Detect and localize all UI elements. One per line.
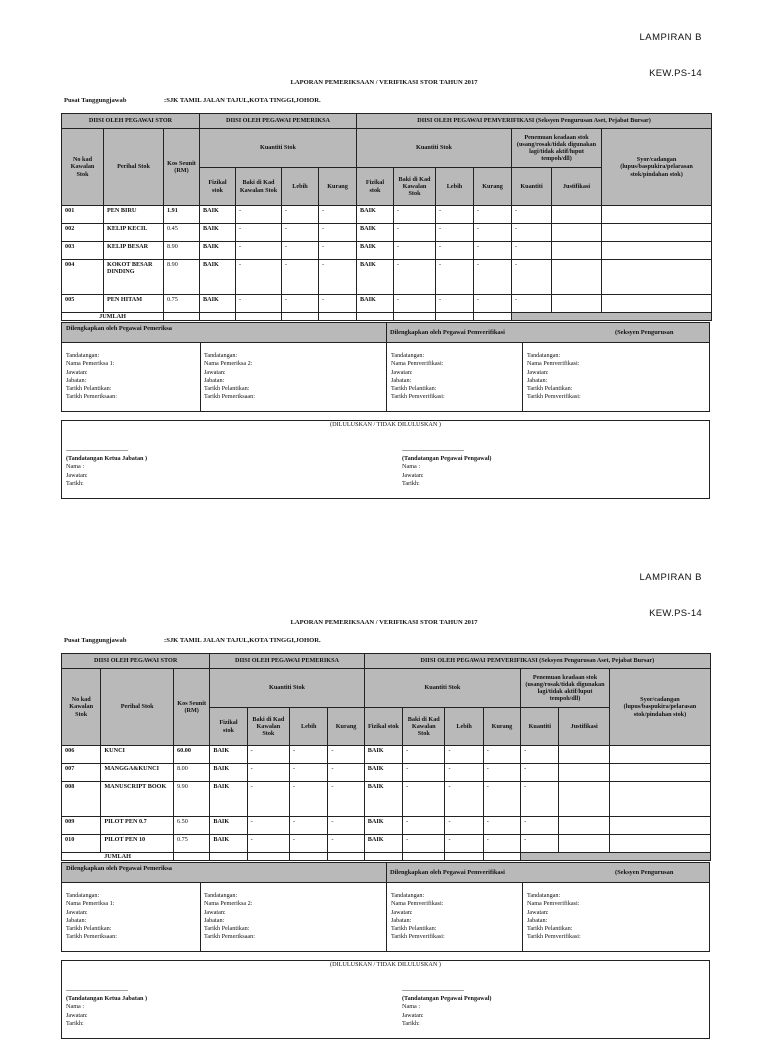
seksyen-heading: (Seksyen Pengurusan [615, 869, 674, 876]
stock-table [61, 653, 711, 861]
stock-table [61, 113, 712, 321]
cell-perihal: MANGGA&KUNCI [101, 764, 174, 782]
cell-no: 005 [62, 295, 104, 313]
cell-justifikasi [559, 746, 609, 764]
jumlah-kos [164, 313, 200, 321]
table-row [62, 224, 712, 242]
header-baki-2: Baki di Kad Kawalan Stok [403, 708, 445, 746]
cell-justifikasi [559, 782, 609, 817]
form-code: KEW.PS-14 [649, 608, 702, 619]
cell-lebih: - [290, 817, 328, 835]
header-lebih-2: Lebih [436, 168, 474, 206]
cell-syor [609, 764, 710, 782]
cell-fizikal: BAIK [210, 782, 247, 817]
cell-kuantiti: - [521, 764, 559, 782]
header-diisi-stor: DIISI OLEH PEGAWAI STOR [62, 114, 200, 129]
header-syor: Syor/cadangan (lupus/baspukira/pelarasan stok/pindahan stok) [609, 669, 710, 746]
cell-justifikasi [559, 817, 609, 835]
cell-kurang-2: - [474, 224, 512, 242]
cell-syor [602, 224, 712, 242]
cell-baki: - [236, 224, 282, 242]
cell-fizikal: BAIK [210, 746, 247, 764]
header-lebih: Lebih [282, 168, 319, 206]
cell-no: 001 [62, 206, 104, 224]
cell-kos: 9.90 [174, 782, 210, 817]
cell-lebih-2: - [436, 206, 474, 224]
cell-kurang-2: - [474, 206, 512, 224]
cell-kuantiti: - [512, 224, 552, 242]
cell-justifikasi [552, 295, 602, 313]
cell-fizikal-2: BAIK [364, 817, 402, 835]
cell-kuantiti: - [521, 817, 559, 835]
cell-no: 008 [62, 782, 101, 817]
header-kurang: Kurang [319, 168, 357, 206]
cell-lebih-2: - [436, 242, 474, 260]
cell-lebih-2: - [445, 835, 483, 853]
pemeriksa-1-block: Tandatangan: Nama Pemeriksa 1: Jawatan: Jabatan: Tarikh Pelantikan: Tarikh Pemeriksaan: [66, 892, 117, 941]
pengawal-signature-line: .............................................................. [402, 447, 464, 453]
cell-baki-2: - [394, 224, 436, 242]
cell-kuantiti: - [512, 242, 552, 260]
cell-no: 010 [62, 835, 101, 853]
header-diisi-pemeriksa: DIISI OLEH PEGAWAI PEMERIKSA [200, 114, 357, 129]
cell-lebih: - [282, 242, 319, 260]
cell-baki-2: - [394, 206, 436, 224]
header-kuantiti: Kuantiti [521, 708, 559, 746]
header-kuantiti-stok: Kuantiti Stok [210, 669, 364, 708]
cell-baki: - [236, 295, 282, 313]
cell-syor [602, 206, 712, 224]
header-kuantiti-stok-2: Kuantiti Stok [364, 669, 520, 708]
cell-justifikasi [559, 835, 609, 853]
cell-kurang: - [328, 746, 364, 764]
header-fizikal-2: Fizikal stok [357, 168, 394, 206]
cell-kurang: - [328, 782, 364, 817]
header-kuantiti-stok: Kuantiti Stok [200, 129, 357, 168]
cell-perihal: PILOT PEN 0.7 [101, 817, 174, 835]
cell-fizikal: BAIK [200, 206, 236, 224]
cell-baki-2: - [403, 764, 445, 782]
cell-no: 007 [62, 764, 101, 782]
pemverifikasi-1-block: Tandatangan: Nama Pemverifikasi: Jawatan: Jabatan: Tarikh Pelantikan: Tarikh Pemverifikasi: [391, 892, 445, 941]
cell-kurang: - [319, 206, 357, 224]
header-kuantiti: Kuantiti [512, 168, 552, 206]
cell-kurang-2: - [474, 260, 512, 295]
cell-fizikal: BAIK [210, 764, 247, 782]
cell-lebih: - [282, 224, 319, 242]
cell-kos: 60.00 [174, 746, 210, 764]
cell-kos: 8.00 [174, 764, 210, 782]
cell-kuantiti: - [521, 782, 559, 817]
cell-kos: 0.75 [164, 295, 200, 313]
cell-no: 006 [62, 746, 101, 764]
cell-baki-2: - [403, 817, 445, 835]
approval-box [61, 420, 710, 499]
cell-fizikal-2: BAIK [364, 782, 402, 817]
cell-lebih: - [282, 295, 319, 313]
cell-syor [609, 746, 710, 764]
table-row [62, 260, 712, 295]
header-no-kad: No kad Kawalan Stok [62, 669, 101, 746]
header-no-kad: No kad Kawalan Stok [62, 129, 104, 206]
jumlah-shaded [521, 853, 711, 861]
cell-perihal: KOKOT BESAR DINDING [104, 260, 164, 295]
header-justifikasi: Justifikasi [552, 168, 602, 206]
pemeriksa-heading: Dilengkapkan oleh Pegawai Pemeriksa [66, 325, 172, 332]
cell-lebih: - [290, 782, 328, 817]
cell-kos: 6.50 [174, 817, 210, 835]
header-diisi-pemverifikasi: DIISI OLEH PEGAWAI PEMVERIFIKASI (Seksyen Pengurusan Aset, Pejabat Bursar) [357, 114, 712, 129]
cell-perihal: KELIP BESAR [104, 242, 164, 260]
cell-perihal: MANUSCRIPT BOOK [101, 782, 174, 817]
cell-baki: - [236, 242, 282, 260]
table-row [62, 835, 711, 853]
cell-no: 009 [62, 817, 101, 835]
ketua-block: (Tandatangan Ketua Jabatan ) Nama : Jawatan: Tarikh: [66, 995, 148, 1027]
seksyen-heading: (Seksyen Pengurusan [615, 329, 674, 336]
cell-baki: - [236, 206, 282, 224]
pemverifikasi-2-block: Tandatangan: Nama Pemverifikasi: Jawatan: Jabatan: Tarikh Pelantikan: Tarikh Pemverifikasi: [527, 892, 581, 941]
table-row [62, 764, 711, 782]
header-kurang-2: Kurang [474, 168, 512, 206]
cell-lebih: - [290, 764, 328, 782]
cell-fizikal-2: BAIK [357, 242, 394, 260]
jumlah-row [62, 313, 712, 321]
pemverifikasi-2-block: Tandatangan: Nama Pemverifikasi: Jawatan: Jabatan: Tarikh Pelantikan: Tarikh Pemverifikasi: [527, 352, 581, 401]
form-code: KEW.PS-14 [649, 68, 702, 79]
header-fizikal: Fizikal stok [210, 708, 247, 746]
cell-lebih-2: - [436, 295, 474, 313]
cell-kurang-2: - [483, 835, 520, 853]
cell-lebih: - [290, 746, 328, 764]
cell-fizikal: BAIK [210, 835, 247, 853]
cell-no: 002 [62, 224, 104, 242]
cell-perihal: PEN BIRU [104, 206, 164, 224]
cell-kos: 0.75 [174, 835, 210, 853]
cell-fizikal-2: BAIK [364, 835, 402, 853]
form-page-1 [0, 0, 768, 510]
cell-baki: - [247, 782, 289, 817]
pusat-value: :SJK TAMIL JALAN TAJUL,KOTA TINGGI,JOHOR. [164, 97, 321, 104]
cell-justifikasi [552, 260, 602, 295]
cell-syor [609, 782, 710, 817]
cell-fizikal-2: BAIK [357, 295, 394, 313]
pemeriksa-heading: Dilengkapkan oleh Pegawai Pemeriksa [66, 865, 172, 872]
cell-baki-2: - [394, 260, 436, 295]
cell-syor [602, 295, 712, 313]
cell-justifikasi [552, 224, 602, 242]
cell-justifikasi [552, 206, 602, 224]
cell-kurang-2: - [483, 782, 520, 817]
pemverifikasi-1-block: Tandatangan: Nama Pemverifikasi: Jawatan: Jabatan: Tarikh Pelantikan: Tarikh Pemverifikasi: [391, 352, 445, 401]
header-penemuan: Penemuan keadaan stok (usang/rosak/tidak digunakan lagi/tidak aktif/luput tempoh/dll) [512, 129, 602, 168]
cell-lebih: - [282, 260, 319, 295]
cell-lebih: - [282, 206, 319, 224]
table-row [62, 295, 712, 313]
cell-kurang-2: - [483, 817, 520, 835]
cell-fizikal-2: BAIK [364, 746, 402, 764]
cell-perihal: KUNCI [101, 746, 174, 764]
pengawal-signature-line: .............................................................. [402, 987, 464, 993]
lampiran-label: LAMPIRAN B [639, 572, 702, 583]
signature-body [61, 342, 710, 412]
cell-lebih-2: - [436, 260, 474, 295]
pusat-value: :SJK TAMIL JALAN TAJUL,KOTA TINGGI,JOHOR. [164, 637, 321, 644]
cell-kuantiti: - [512, 260, 552, 295]
cell-syor [609, 835, 710, 853]
pemverifikasi-heading: Dilengkapkan oleh Pegawai Pemverifikasi [390, 869, 505, 876]
cell-syor [602, 260, 712, 295]
jumlah-label: JUMLAH [62, 853, 174, 861]
approval-box [61, 960, 710, 1039]
cell-lebih-2: - [436, 224, 474, 242]
cell-justifikasi [552, 242, 602, 260]
cell-kurang: - [328, 817, 364, 835]
header-perihal: Perihal Stok [104, 129, 164, 206]
pusat-label: Pusat Tanggungjawab [64, 97, 127, 104]
cell-baki: - [247, 746, 289, 764]
cell-fizikal: BAIK [200, 224, 236, 242]
cell-baki-2: - [403, 782, 445, 817]
pemverifikasi-heading: Dilengkapkan oleh Pegawai Pemverifikasi [390, 329, 505, 336]
header-baki: Baki di Kad Kawalan Stok [247, 708, 289, 746]
pengawal-block: (Tandatangan Pegawai Pengawal) Nama : Jawatan: Tarikh: [402, 995, 492, 1027]
header-lebih: Lebih [290, 708, 328, 746]
cell-fizikal-2: BAIK [357, 224, 394, 242]
jumlah-row [62, 853, 711, 861]
header-diisi-pemeriksa: DIISI OLEH PEGAWAI PEMERIKSA [210, 654, 364, 669]
ketua-block: (Tandatangan Ketua Jabatan ) Nama : Jawatan: Tarikh: [66, 455, 148, 487]
header-perihal: Perihal Stok [101, 669, 174, 746]
header-kuantiti-stok-2: Kuantiti Stok [357, 129, 512, 168]
cell-justifikasi [559, 764, 609, 782]
cell-kuantiti: - [512, 206, 552, 224]
cell-baki: - [247, 764, 289, 782]
cell-no: 004 [62, 260, 104, 295]
pemeriksa-2-block: Tandatangan: Nama Pemeriksa 2: Jawatan: Jabatan: Tarikh Pelantikan: Tarikh Pemeriksaan: [204, 892, 255, 941]
pemeriksa-1-block: Tandatangan: Nama Pemeriksa 1: Jawatan: Jabatan: Tarikh Pelantikan: Tarikh Pemeriksaan: [66, 352, 117, 401]
cell-kos: 8.90 [164, 242, 200, 260]
cell-baki-2: - [394, 295, 436, 313]
cell-lebih-2: - [445, 782, 483, 817]
ketua-signature-line: .............................................................. [66, 447, 128, 453]
cell-kuantiti: - [521, 746, 559, 764]
cell-fizikal: BAIK [210, 817, 247, 835]
cell-baki: - [247, 817, 289, 835]
cell-kurang: - [319, 242, 357, 260]
header-diisi-pemverifikasi: DIISI OLEH PEGAWAI PEMVERIFIKASI (Seksyen Pengurusan Aset, Pejabat Bursar) [364, 654, 710, 669]
header-fizikal: Fizikal stok [200, 168, 236, 206]
header-baki-2: Baki di Kad Kawalan Stok [394, 168, 436, 206]
cell-no: 003 [62, 242, 104, 260]
signature-body [61, 882, 710, 952]
cell-kurang-2: - [474, 242, 512, 260]
table-row [62, 206, 712, 224]
cell-baki: - [236, 260, 282, 295]
header-diisi-stor: DIISI OLEH PEGAWAI STOR [62, 654, 210, 669]
cell-kos: 1.91 [164, 206, 200, 224]
header-kos: Kos Seunit (RM) [164, 129, 200, 206]
cell-baki-2: - [403, 835, 445, 853]
cell-baki-2: - [394, 242, 436, 260]
cell-kurang: - [319, 260, 357, 295]
cell-baki: - [247, 835, 289, 853]
cell-kuantiti: - [512, 295, 552, 313]
cell-fizikal-2: BAIK [357, 206, 394, 224]
cell-perihal: KELIP KECIL [104, 224, 164, 242]
cell-kurang-2: - [483, 746, 520, 764]
pemeriksa-2-block: Tandatangan: Nama Pemeriksa 2: Jawatan: Jabatan: Tarikh Pelantikan: Tarikh Pemeriksaan: [204, 352, 255, 401]
approval-status: (DILULUSKAN / TIDAK DILULUSKAN ) [330, 421, 441, 428]
pusat-label: Pusat Tanggungjawab [64, 637, 127, 644]
header-syor: Syor/cadangan (lupus/baspukira/pelarasan stok/pindahan stok) [602, 129, 712, 206]
cell-perihal: PILOT PEN 10 [101, 835, 174, 853]
cell-kurang-2: - [474, 295, 512, 313]
cell-fizikal-2: BAIK [364, 764, 402, 782]
cell-kurang-2: - [483, 764, 520, 782]
header-kos: Kos Seunit (RM) [174, 669, 210, 746]
header-kurang: Kurang [328, 708, 364, 746]
cell-kos: 0.45 [164, 224, 200, 242]
lampiran-label: LAMPIRAN B [639, 32, 702, 43]
jumlah-kos [174, 853, 210, 861]
header-lebih-2: Lebih [445, 708, 483, 746]
cell-lebih-2: - [445, 764, 483, 782]
signature-header [61, 862, 710, 882]
cell-kos: 8.90 [164, 260, 200, 295]
ketua-signature-line: .............................................................. [66, 987, 128, 993]
cell-perihal: PEN HITAM [104, 295, 164, 313]
cell-kurang: - [328, 764, 364, 782]
cell-fizikal: BAIK [200, 295, 236, 313]
cell-kurang: - [319, 224, 357, 242]
header-justifikasi: Justifikasi [559, 708, 609, 746]
header-penemuan: Penemuan keadaan stok (usang/rosak/tidak digunakan lagi/tidak aktif/luput tempoh/dll) [521, 669, 610, 708]
cell-kuantiti: - [521, 835, 559, 853]
table-row [62, 817, 711, 835]
cell-kurang: - [328, 835, 364, 853]
report-title: LAPORAN PEMERIKSAAN / VERIFIKASI STOR TAHUN 2017 [290, 79, 478, 86]
form-page-2 [0, 540, 768, 1050]
header-fizikal-2: Fizikal stok [364, 708, 402, 746]
header-baki: Baki di Kad Kawalan Stok [236, 168, 282, 206]
cell-lebih-2: - [445, 817, 483, 835]
signature-header [61, 322, 710, 342]
cell-syor [609, 817, 710, 835]
approval-status: (DILULUSKAN / TIDAK DILULUSKAN ) [330, 961, 441, 968]
cell-fizikal: BAIK [200, 242, 236, 260]
jumlah-label: JUMLAH [62, 313, 164, 321]
cell-kurang: - [319, 295, 357, 313]
cell-lebih-2: - [445, 746, 483, 764]
pengawal-block: (Tandatangan Pegawai Pengawal) Nama : Jawatan: Tarikh: [402, 455, 492, 487]
cell-lebih: - [290, 835, 328, 853]
header-kurang-2: Kurang [483, 708, 520, 746]
table-row [62, 782, 711, 817]
table-row [62, 242, 712, 260]
cell-fizikal-2: BAIK [357, 260, 394, 295]
report-title: LAPORAN PEMERIKSAAN / VERIFIKASI STOR TAHUN 2017 [290, 619, 478, 626]
cell-baki-2: - [403, 746, 445, 764]
cell-fizikal: BAIK [200, 260, 236, 295]
cell-syor [602, 242, 712, 260]
table-row [62, 746, 711, 764]
jumlah-shaded [512, 313, 712, 321]
